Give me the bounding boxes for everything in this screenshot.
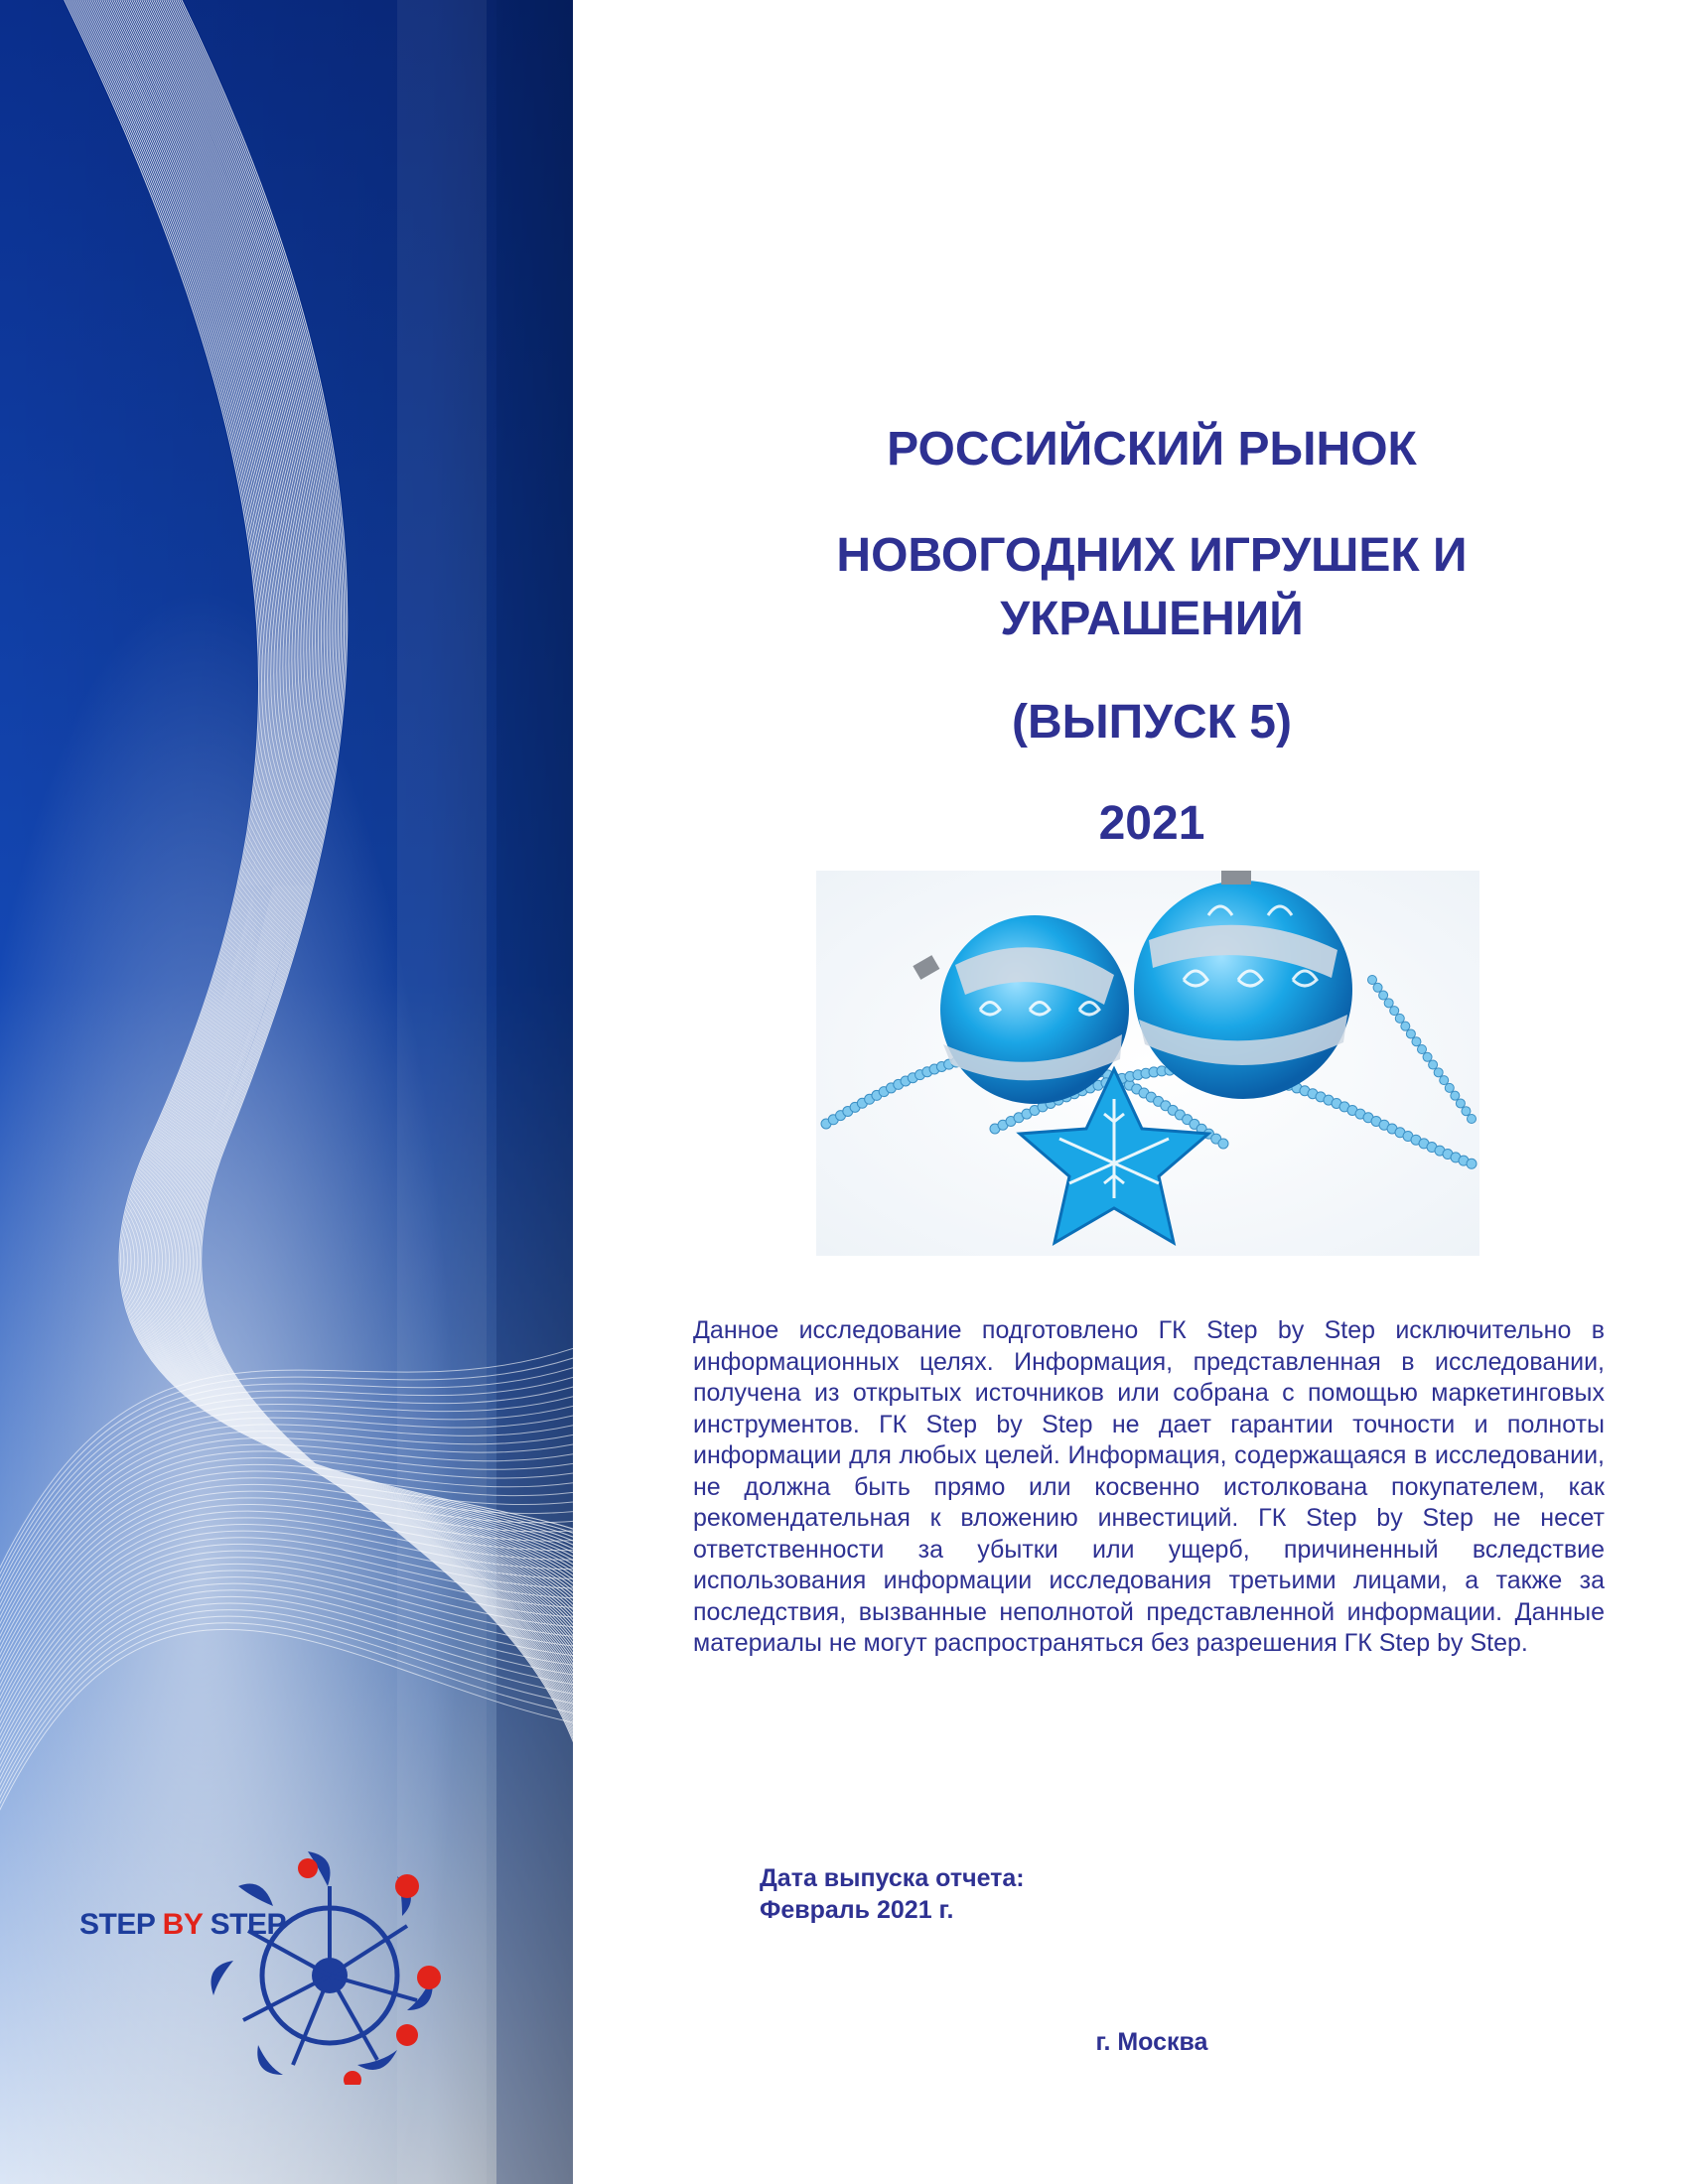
report-year: 2021 bbox=[1098, 797, 1205, 850]
garland-bead bbox=[1218, 1139, 1228, 1149]
report-title-line-2 bbox=[695, 524, 1609, 651]
garland-bead bbox=[1434, 1068, 1443, 1077]
garland-bead bbox=[1395, 1014, 1404, 1023]
garland-bead bbox=[1467, 1159, 1477, 1168]
garland-bead bbox=[1445, 1083, 1454, 1092]
logo-word-by: BY bbox=[162, 1908, 203, 1941]
garland-bead bbox=[1456, 1099, 1465, 1108]
garland-bead bbox=[1423, 1052, 1432, 1061]
city-label: г. Москва bbox=[1095, 2028, 1208, 2056]
garland-bead bbox=[1462, 1107, 1471, 1116]
garland-bead bbox=[1401, 1022, 1410, 1030]
ornaments-illustration bbox=[816, 871, 1479, 1256]
report-title-line-1: РОССИЙСКИЙ РЫНОК bbox=[887, 423, 1417, 476]
garland-bead bbox=[1384, 999, 1393, 1008]
garland-bead bbox=[1368, 976, 1377, 985]
logo-word-step-2: STEP bbox=[202, 1908, 286, 1941]
disclaimer-text: Данное исследование подготовлено ГК Step by Step исключительно в информационных целях. Информация, представленная в исследовании, получена из открытых источников или собрана с помощью маркетинговых инструментов. ГК Step by Step не дает гарантии точности и полноты информации для любых целей. Информация, содержащаяся в исследовании, не должна быть прямо или косвенно истолкована покупателем, как рекомендательная к вложению инвестиций. ГК Step by Step не несет ответственности за убытки или ущерб, причиненный вследствие использования информации исследования третьими лицами, а также за последствия, вызванные неполнотой представленной информации. Данные материалы не могут распространяться без разрешения ГК Step by Step. bbox=[693, 1316, 1605, 1657]
garland-bead bbox=[1412, 1037, 1421, 1046]
release-date-label: Дата выпуска отчета: bbox=[760, 1864, 1025, 1892]
garland-bead bbox=[1468, 1115, 1477, 1124]
garland-bead bbox=[1451, 1091, 1460, 1100]
garland-bead bbox=[1429, 1060, 1438, 1069]
garland-bead bbox=[1379, 991, 1388, 1000]
report-issue: (ВЫПУСК 5) bbox=[1012, 696, 1292, 749]
garland-bead bbox=[1373, 983, 1382, 992]
garland-bead bbox=[1390, 1007, 1399, 1016]
report-title-line-2b: УКРАШЕНИЙ bbox=[1000, 593, 1304, 645]
garland-bead bbox=[1418, 1045, 1427, 1054]
christmas-ornaments-image bbox=[816, 871, 1479, 1256]
garland-bead bbox=[1440, 1076, 1449, 1085]
garland-bead bbox=[1406, 1029, 1415, 1038]
logo-word-step: STEP bbox=[79, 1908, 163, 1941]
step-by-step-logo bbox=[79, 1846, 477, 2085]
report-title-line-2a: НОВОГОДНИХ ИГРУШЕК И bbox=[836, 529, 1468, 582]
release-date-value: Февраль 2021 г. bbox=[760, 1896, 954, 1924]
logo-wheel-icon bbox=[199, 1846, 457, 2085]
